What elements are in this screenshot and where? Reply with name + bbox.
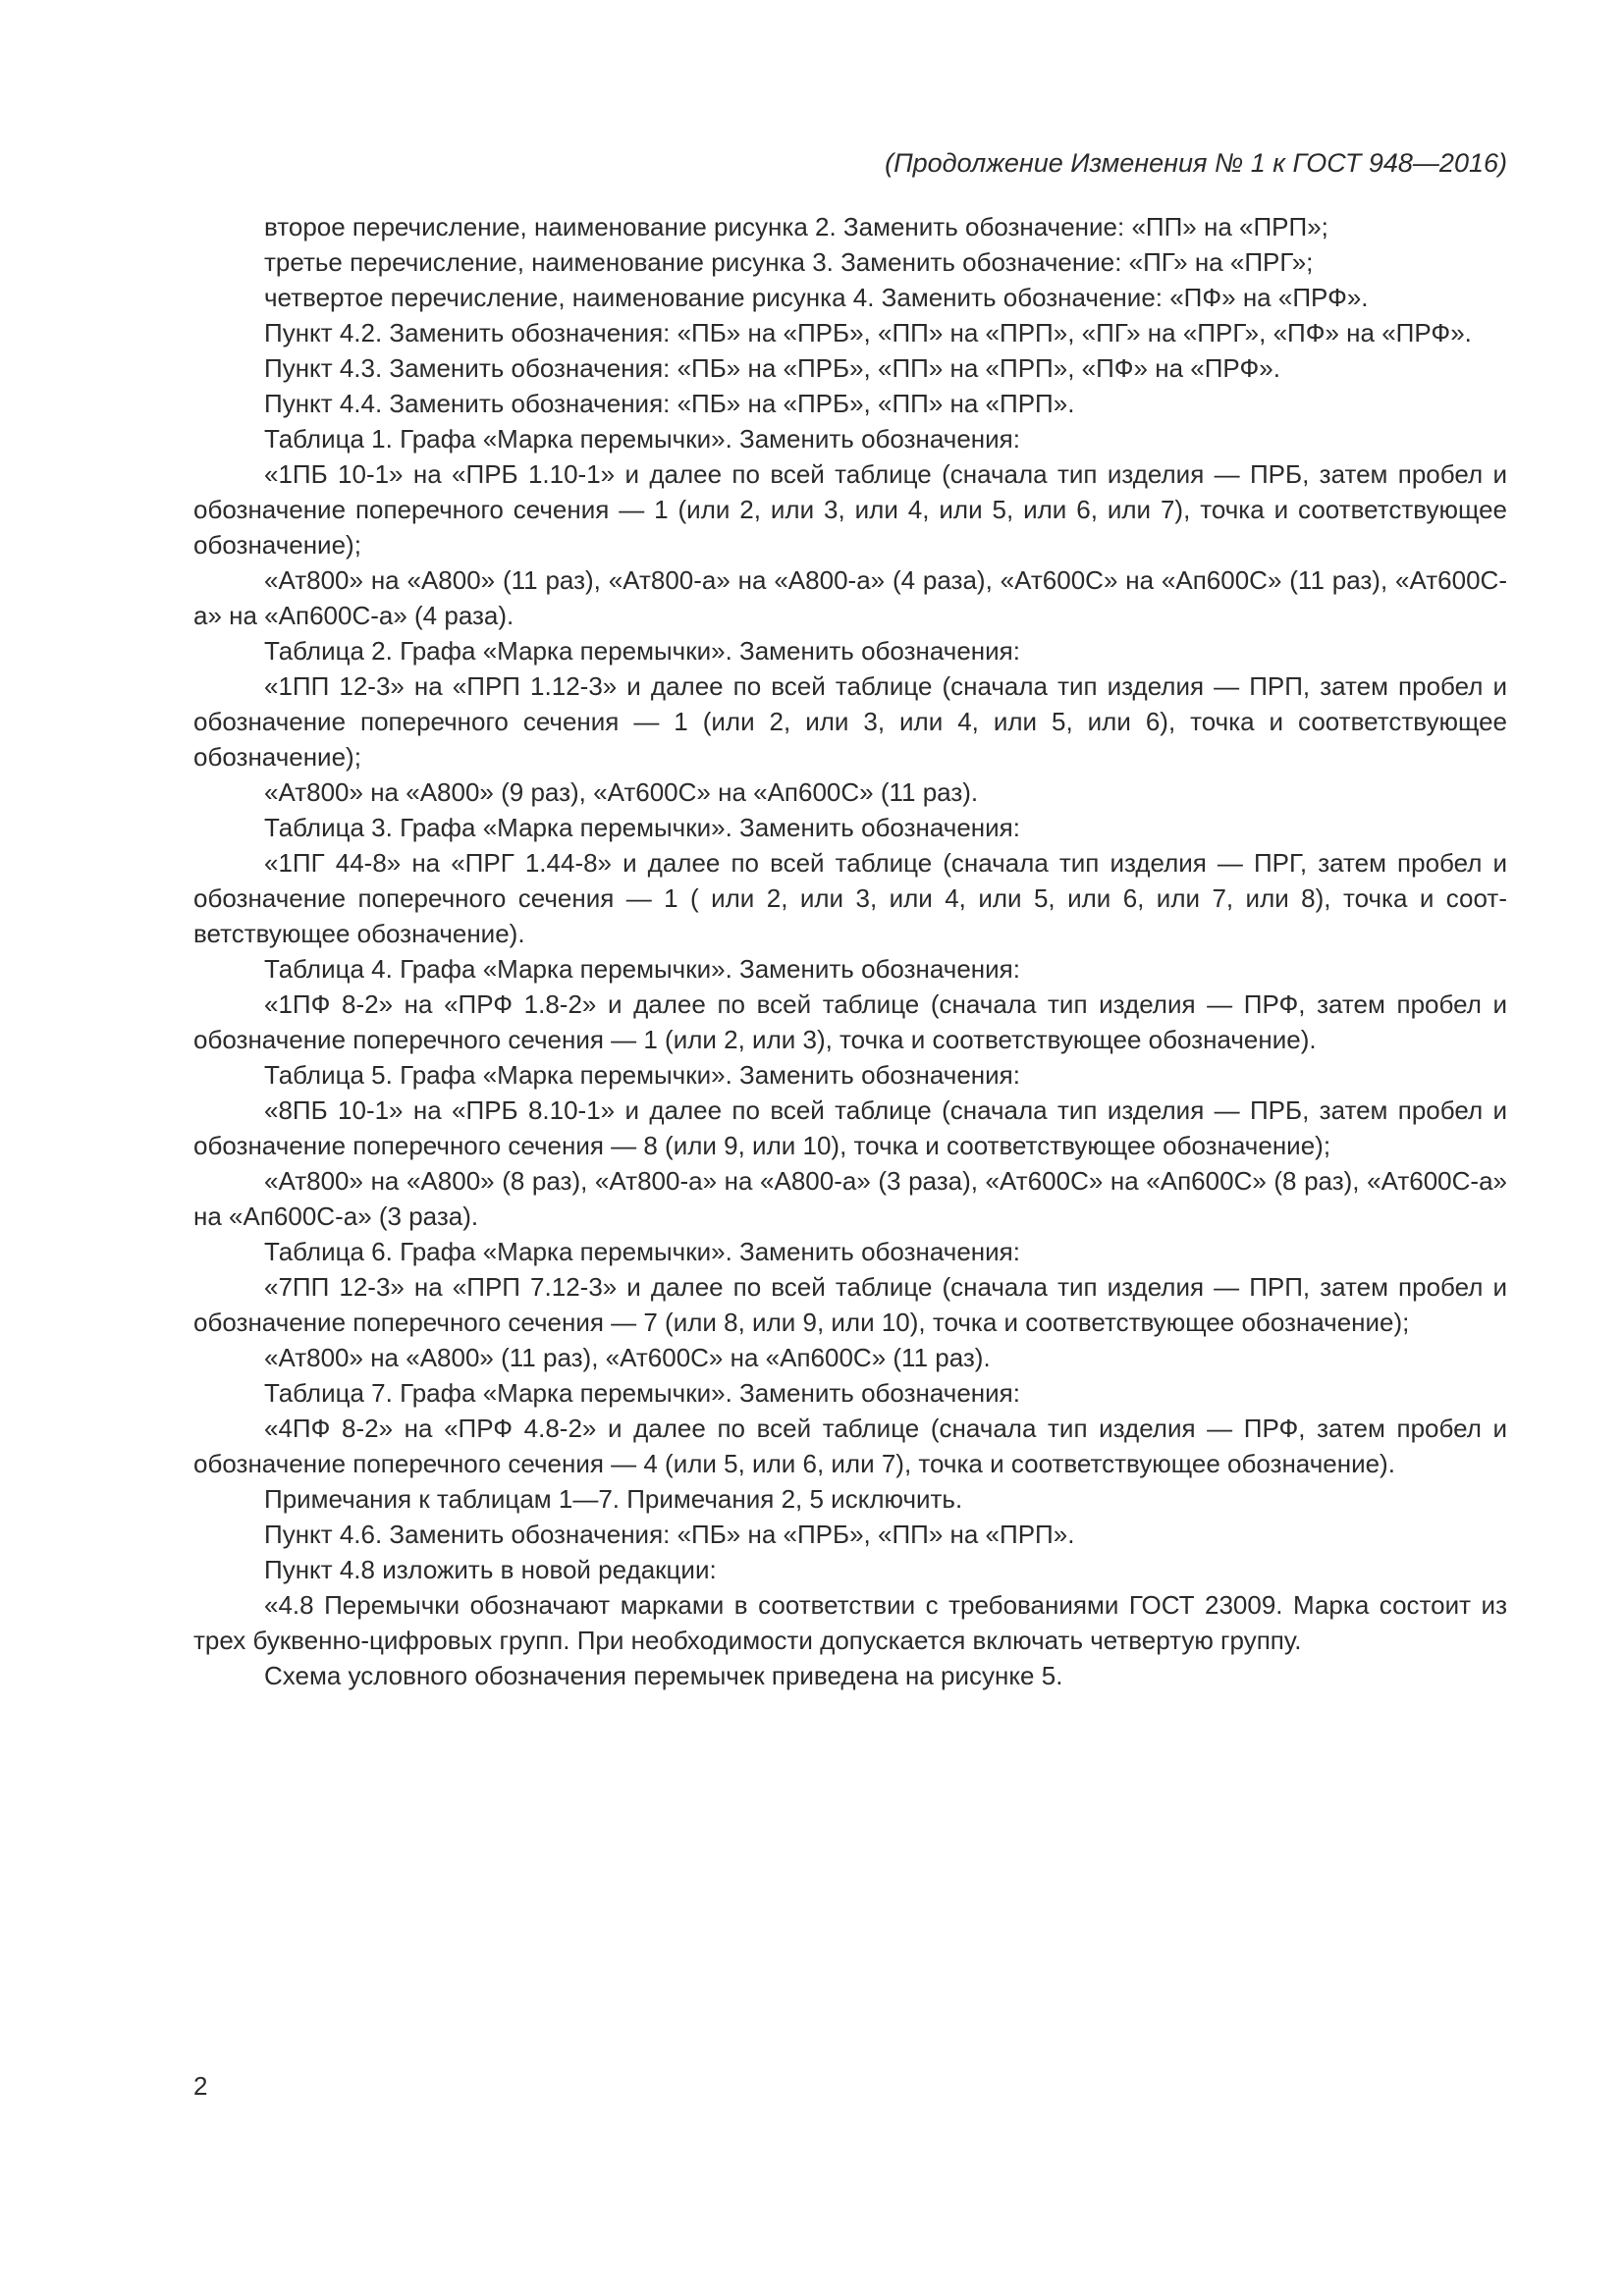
running-header: (Продолжение Изменения № 1 к ГОСТ 948—2016): [885, 148, 1507, 178]
body-paragraph: «1ПГ 44-8» на «ПРГ 1.44-8» и далее по всей таблице (сначала тип изделия — ПРГ, затем пробел и обозначение поперечного сечения — 1 ( или 2, или 3, или 4, или 5, или 6, или 7, или 8), точка и соответствующее обозначение).: [193, 848, 1507, 948]
body-paragraph: Пункт 4.6. Заменить обозначения: «ПБ» на «ПРБ», «ПП» на «ПРП».: [264, 1520, 1075, 1549]
body-paragraph: «1ПБ 10-1» на «ПРБ 1.10-1» и далее по всей таблице (сначала тип изделия — ПРБ, затем пробел и обозначение поперечного сечения — 1 (или 2, или 3, или 4, или 5, или 6, или 7), точка и соответствующее обозначение);: [193, 459, 1507, 560]
body-paragraph: второе перечисление, наименование рисунка 2. Заменить обозначение: «ПП» на «ПРП»;: [264, 212, 1328, 241]
body-paragraph: Таблица 1. Графа «Марка перемычки». Заменить обозначения:: [264, 424, 1020, 454]
page-number: 2: [193, 2071, 208, 2101]
body-paragraph: «Ат800» на «А800» (9 раз), «Ат600С» на «Ап600С» (11 раз).: [264, 777, 979, 807]
body-paragraph: третье перечисление, наименование рисунка 3. Заменить обозначение: «ПГ» на «ПРГ»;: [264, 247, 1314, 277]
document-body: [193, 209, 1507, 1693]
body-paragraph: «Ат800» на «А800» (11 раз), «Ат600С» на «Ап600С» (11 раз).: [264, 1343, 991, 1372]
body-paragraph: Пункт 4.4. Заменить обозначения: «ПБ» на «ПРБ», «ПП» на «ПРП».: [264, 389, 1075, 418]
body-paragraph: «8ПБ 10-1» на «ПРБ 8.10-1» и далее по всей таблице (сначала тип изделия — ПРБ, затем пробел и обозначение поперечного сечения — 8 (или 9, или 10), точка и соответствующее обозначение);: [193, 1095, 1507, 1160]
body-paragraph: «1ПП 12-3» на «ПРП 1.12-3» и далее по всей таблице (сначала тип изделия — ПРП, затем пробел и обозначение поперечного сечения — 1 (или 2, или 3, или 4, или 5, или 6), точка и соответствующее обозначение);: [193, 671, 1507, 772]
body-paragraph: «7ПП 12-3» на «ПРП 7.12-3» и далее по всей таблице (сначала тип изделия — ПРП, затем пробел и обозначение поперечного сечения — 7 (или 8, или 9, или 10), точка и соответствующее обозначение);: [193, 1272, 1507, 1337]
body-paragraph: «4ПФ 8-2» на «ПРФ 4.8-2» и далее по всей таблице (сначала тип изделия — ПРФ, затем пробел и обозначение поперечного сечения — 4 (или 5, или 6, или 7), точка и соответствующее обозначение).: [193, 1414, 1507, 1478]
body-paragraph: Пункт 4.3. Заменить обозначения: «ПБ» на «ПРБ», «ПП» на «ПРП», «ПФ» на «ПРФ».: [264, 353, 1280, 383]
body-paragraph: «4.8 Перемычки обозначают марками в соответствии с требованиями ГОСТ 23009. Марка состоит из трех буквенно-цифровых групп. При необходимости допускается включать четвертую группу.: [193, 1590, 1507, 1655]
body-paragraph: Пункт 4.2. Заменить обозначения: «ПБ» на «ПРБ», «ПП» на «ПРП», «ПГ» на «ПРГ», «ПФ» на «ПРФ».: [264, 318, 1472, 347]
body-paragraph: Примечания к таблицам 1—7. Примечания 2, 5 исключить.: [264, 1484, 963, 1514]
body-paragraph: Таблица 7. Графа «Марка перемычки». Заменить обозначения:: [264, 1378, 1020, 1408]
body-paragraph: Таблица 6. Графа «Марка перемычки». Заменить обозначения:: [264, 1237, 1020, 1266]
body-paragraph: Таблица 3. Графа «Марка перемычки». Заменить обозначения:: [264, 813, 1020, 842]
body-paragraph: четвертое перечисление, наименование рисунка 4. Заменить обозначение: «ПФ» на «ПРФ».: [264, 283, 1369, 312]
body-paragraph: Схема условного обозначения перемычек приведена на рисунке 5.: [264, 1661, 1063, 1690]
body-paragraph: «Ат800» на «А800» (8 раз), «Ат800-а» на «А800-а» (3 раза), «Ат600С» на «Ап600С» (8 раз), «Ат600С-а» на «Ап600С-а» (3 раза).: [193, 1166, 1507, 1231]
body-paragraph: Пункт 4.8 изложить в новой редакции:: [264, 1555, 717, 1584]
body-paragraph: Таблица 4. Графа «Марка перемычки». Заменить обозначения:: [264, 954, 1020, 984]
body-paragraph: Таблица 5. Графа «Марка перемычки». Заменить обозначения:: [264, 1060, 1020, 1090]
body-paragraph: «1ПФ 8-2» на «ПРФ 1.8-2» и далее по всей таблице (сначала тип изделия — ПРФ, затем пробел и обозначение поперечного сечения — 1 (или 2, или 3), точка и соответствующее обозначение).: [193, 989, 1507, 1054]
body-paragraph: Таблица 2. Графа «Марка перемычки». Заменить обозначения:: [264, 636, 1020, 666]
body-paragraph: «Ат800» на «А800» (11 раз), «Ат800-а» на «А800-а» (4 раза), «Ат600С» на «Ап600С» (11 раз), «Ат600С-а» на «Ап600С-а» (4 раза).: [193, 565, 1507, 630]
